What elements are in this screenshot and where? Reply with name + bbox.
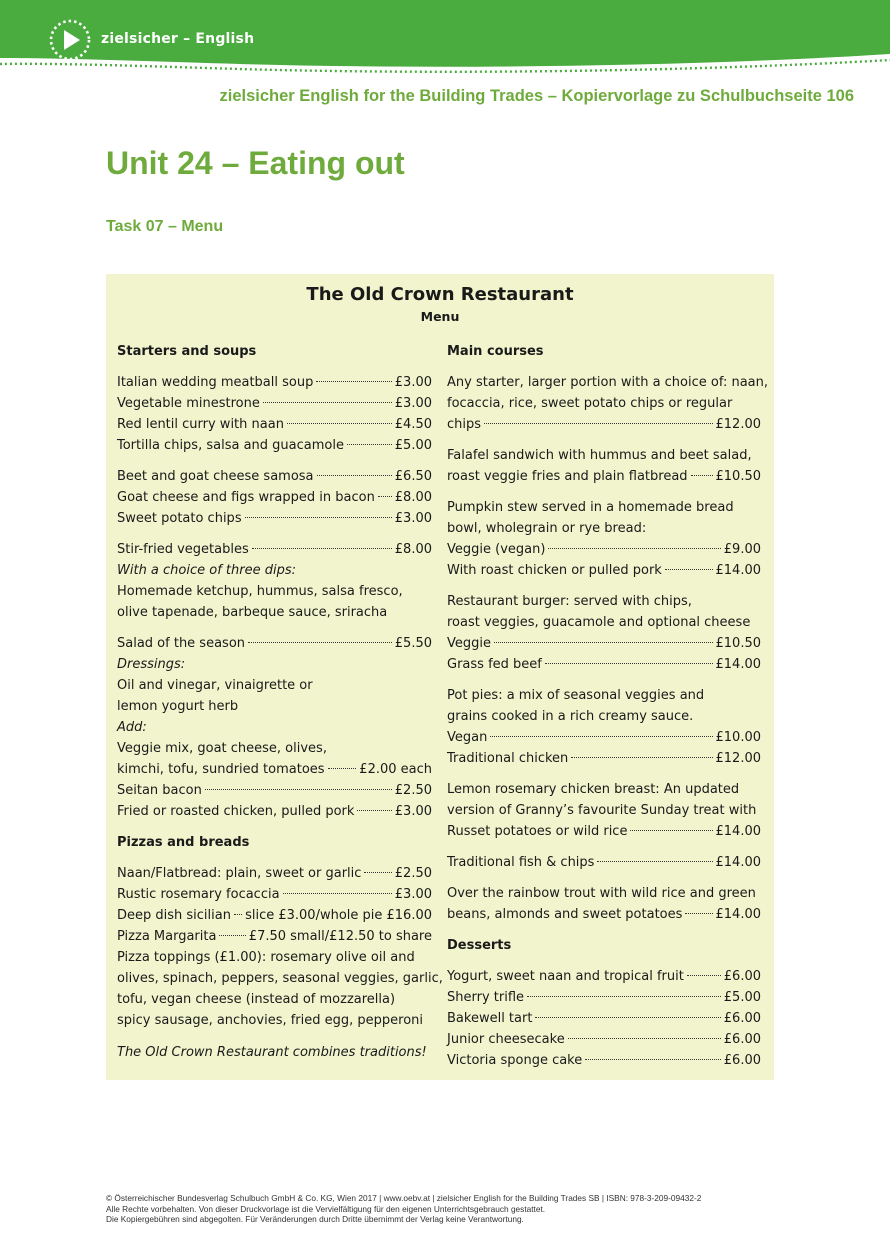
footer-line: © Österreichischer Bundesverlag Schulbuch GmbH & Co. KG, Wien 2017 | www.oebv.at | zielsicher English for the Building Trades SB | ISBN: 978-3-209-09432-2	[106, 1193, 702, 1203]
footer-line: Die Kopiergebühren sind abgegolten. Für Veränderungen durch Dritte übernimmt der Verlag keine Verantwortung.	[106, 1214, 524, 1224]
page-subtitle: zielsicher English for the Building Trades – Kopiervorlage zu Schulbuchseite 106	[219, 87, 854, 105]
dips-text: olive tapenade, barbeque sauce, sriracha	[117, 605, 388, 620]
menu-item: Stir-fried vegetables £8.00	[117, 542, 432, 557]
menu-item: beans, almonds and sweet potatoes £14.00	[447, 907, 761, 922]
menu-right-column	[447, 341, 769, 1081]
menu-item: Grass fed beef £14.00	[447, 657, 761, 672]
dressings-label: Dressings:	[117, 657, 186, 672]
menu-item: Bakewell tart £6.00	[447, 1011, 761, 1026]
dips-label: With a choice of three dips:	[117, 563, 297, 578]
menu-item: Sherry trifle £5.00	[447, 990, 761, 1005]
menu-item: Vegan £10.00	[447, 730, 761, 745]
main-description: version of Granny’s favourite Sunday treat with	[447, 803, 757, 818]
stirfry-group	[117, 539, 432, 623]
add-label: Add:	[117, 720, 147, 735]
menu-item: Veggie £10.50	[447, 636, 761, 651]
menu-item: Fried or roasted chicken, pulled pork £3.00	[117, 804, 432, 819]
main-description: Pot pies: a mix of seasonal veggies and	[447, 688, 705, 703]
menu-item: Salad of the season £5.50	[117, 636, 432, 651]
pizzas-group	[117, 863, 443, 1031]
menu-item: Italian wedding meatball soup £3.00	[117, 375, 432, 390]
main-description: focaccia, rice, sweet potato chips or regular	[447, 396, 733, 411]
dips-text: Homemade ketchup, hummus, salsa fresco,	[117, 584, 403, 599]
menu-item: roast veggie fries and plain flatbread £10.50	[447, 469, 761, 484]
menu-card	[106, 274, 774, 1080]
section-heading-starters: Starters and soups	[117, 344, 257, 359]
pumpkin-group	[447, 497, 761, 581]
menu-item: Tortilla chips, salsa and guacamole £5.00	[117, 438, 432, 453]
dressings-text: Oil and vinegar, vinaigrette or	[117, 678, 313, 693]
any-starter-group	[447, 372, 769, 435]
footer-line: Alle Rechte vorbehalten. Von dieser Druckvorlage ist die Vervielfältigung für den eigenen Unterrichtsgebrauch gestattet.	[106, 1203, 546, 1214]
main-description: grains cooked in a rich creamy sauce.	[447, 709, 694, 724]
lemon-chicken-group	[447, 779, 761, 842]
menu-item: Sweet potato chips £3.00	[117, 511, 432, 526]
menu-subtitle: Menu	[420, 309, 460, 324]
menu-item: Rustic rosemary focaccia £3.00	[117, 887, 432, 902]
main-description: Falafel sandwich with hummus and beet salad,	[447, 448, 752, 463]
add-text: Veggie mix, goat cheese, olives,	[117, 741, 327, 756]
menu-item: Naan/Flatbread: plain, sweet or garlic £2.50	[117, 866, 432, 881]
main-description: Pumpkin stew served in a homemade bread	[447, 500, 734, 515]
copyright-footer	[106, 1193, 701, 1225]
toppings-text: spicy sausage, anchovies, fried egg, pepperoni	[117, 1013, 424, 1028]
toppings-text: olives, spinach, peppers, seasonal veggies, garlic,	[117, 971, 443, 986]
main-description: Restaurant burger: served with chips,	[447, 594, 692, 609]
menu-item: chips £12.00	[447, 417, 761, 432]
menu-item: Victoria sponge cake £6.00	[447, 1053, 761, 1068]
toppings-text: Pizza toppings (£1.00): rosemary olive oil and	[117, 950, 415, 965]
falafel-group	[447, 445, 761, 487]
salad-group	[117, 633, 432, 822]
menu-item: Russet potatoes or wild rice £14.00	[447, 824, 761, 839]
menu-item: Vegetable minestrone £3.00	[117, 396, 432, 411]
menu-item: Traditional chicken £12.00	[447, 751, 761, 766]
dressings-text: lemon yogurt herb	[117, 699, 239, 714]
menu-item: kimchi, tofu, sundried tomatoes £2.00 each	[117, 762, 432, 777]
menu-item: Deep dish sicilian slice £3.00/whole pie £16.00	[117, 908, 432, 923]
unit-title: Unit 24 – Eating out	[106, 145, 405, 181]
menu-item: With roast chicken or pulled pork £14.00	[447, 563, 761, 578]
desserts-group	[447, 966, 761, 1071]
trout-group	[447, 883, 761, 925]
main-description: bowl, wholegrain or rye bread:	[447, 521, 647, 536]
menu-item: Traditional fish & chips £14.00	[447, 855, 761, 870]
menu-item: Red lentil curry with naan £4.50	[117, 417, 432, 432]
toppings-text: tofu, vegan cheese (instead of mozzarella)	[117, 992, 396, 1007]
fish-group	[447, 852, 761, 873]
menu-item: Goat cheese and figs wrapped in bacon £8.00	[117, 490, 432, 505]
menu-title: The Old Crown Restaurant	[306, 284, 574, 305]
menu-item: Pizza Margarita £7.50 small/£12.50 to share	[117, 929, 432, 944]
burger-group	[447, 591, 761, 675]
main-description: roast veggies, guacamole and optional cheese	[447, 615, 751, 630]
brand-name: zielsicher – English	[101, 31, 255, 47]
menu-item: Yogurt, sweet naan and tropical fruit £6.00	[447, 969, 761, 984]
section-heading-pizzas: Pizzas and breads	[117, 835, 250, 850]
pot-pie-group	[447, 685, 761, 769]
section-heading-mains: Main courses	[447, 344, 544, 359]
restaurant-tagline: The Old Crown Restaurant combines traditions!	[117, 1045, 427, 1060]
menu-item: Beet and goat cheese samosa £6.50	[117, 469, 432, 484]
main-description: Lemon rosemary chicken breast: An updated	[447, 782, 740, 797]
section-heading-desserts: Desserts	[447, 938, 512, 953]
menu-item: Junior cheesecake £6.00	[447, 1032, 761, 1047]
main-description: Any starter, larger portion with a choice of: naan,	[447, 375, 769, 390]
starters-group-1	[117, 372, 432, 456]
menu-item: Veggie (vegan) £9.00	[447, 542, 761, 557]
menu-item: Seitan bacon £2.50	[117, 783, 432, 798]
starters-group-2	[117, 466, 432, 529]
task-title: Task 07 – Menu	[106, 218, 224, 235]
main-description: Over the rainbow trout with wild rice and green	[447, 886, 756, 901]
menu-left-column	[117, 341, 443, 1063]
